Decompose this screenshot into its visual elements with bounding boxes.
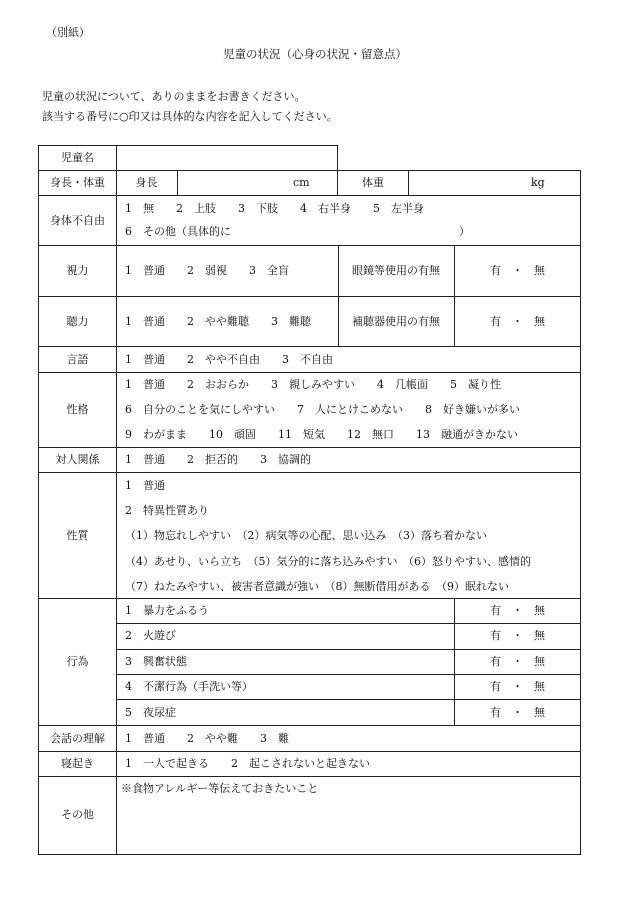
height-field[interactable] [178,171,337,195]
hearing-aid-label: 補聴器使用の有無 [352,315,440,328]
disability-other-close: ） [459,225,470,238]
personality-options-1[interactable]: 1 普通 2 おおらか 3 親しみやすい 4 几帳面 5 凝り性 [125,378,501,391]
grid-line [38,447,581,448]
behavior-item: 4 不潔行為（手洗い等） [125,680,253,693]
personality-options-2[interactable]: 6 自分のことを気にしやすい 7 人にとけこめない 8 好き嫌いが多い [125,403,520,416]
behavior-yesno[interactable]: 有 ・ 無 [490,706,545,719]
nature-sub-options-1[interactable]: （1）物忘れしやすい （2）病気等の心配、思い込み （3）落ち着かない [125,529,487,542]
disability-options[interactable]: 1 無 2 上肢 3 下肢 4 右半身 5 左半身 [125,202,424,215]
grid-line [116,674,581,675]
conversation-options[interactable]: 1 普通 2 やや難 3 難 [125,732,289,745]
grid-line [38,372,581,373]
grid-line [38,145,39,855]
nature-sub-options-2[interactable]: （4）あせり、いら立ち （5）気分的に落ち込みやすい （6）怒りやすい、感情的 [125,555,531,568]
behavior-item: 5 夜尿症 [125,706,176,719]
behavior-label: 行為 [66,655,89,668]
grid-line [38,776,581,777]
grid-line [38,854,581,855]
nature-option-special[interactable]: 2 特異性質あり [125,504,209,517]
grid-line [38,245,581,246]
grid-line [338,245,339,346]
grid-line [580,170,581,855]
other-note: ※食物アレルギー等伝えておきたいこと [121,782,319,795]
weight-label: 体重 [362,176,384,189]
vision-label: 視力 [66,264,89,277]
hearing-aid-yesno[interactable]: 有 ・ 無 [490,315,545,328]
grid-line [116,623,581,624]
weight-unit: kg [531,176,545,189]
other-label: その他 [61,808,94,821]
grid-line [38,598,581,599]
personality-label: 性格 [66,403,89,416]
disability-other-option[interactable]: 6 その他（具体的に [125,225,231,238]
personality-options-3[interactable]: 9 わがまま 10 頑固 11 短気 12 無口 13 融通がきかない [125,428,518,441]
behavior-yesno[interactable]: 有 ・ 無 [490,680,545,693]
grid-line [38,725,581,726]
weight-field[interactable] [409,171,580,195]
grid-line [116,145,117,855]
grid-line [38,195,581,196]
name-label: 児童名 [61,151,94,164]
grid-line [38,296,581,297]
hearing-label: 聴力 [66,315,89,328]
grid-line [38,346,581,347]
other-field[interactable] [117,798,579,853]
body-size-label: 身長・体重 [50,176,105,189]
relations-label: 対人関係 [55,453,100,466]
grid-line [116,699,581,700]
height-unit: cm [293,176,310,189]
relations-options[interactable]: 1 普通 2 拒否的 3 協調的 [125,453,311,466]
document-title: 児童の状況（心身の状況・留意点） [223,47,407,61]
behavior-yesno[interactable]: 有 ・ 無 [490,629,545,642]
behavior-item: 1 暴力をふるう [125,604,209,617]
wakeup-label: 寝起き [61,757,94,770]
behavior-yesno[interactable]: 有 ・ 無 [490,604,545,617]
speech-label: 言語 [66,353,89,366]
instruction-line-1: 児童の状況について、ありのままをお書きください。 [42,90,306,103]
speech-options[interactable]: 1 普通 2 やや不自由 3 不自由 [125,353,333,366]
nature-sub-options-3[interactable]: （7）ねたみやすい、被害者意識が強い （8）無断借用がある （9）眠れない [125,580,509,593]
appendix-label: （別紙） [46,26,90,39]
behavior-yesno[interactable]: 有 ・ 無 [490,655,545,668]
behavior-item: 3 興奮状態 [125,655,187,668]
disability-label: 身体不自由 [50,214,105,227]
instruction-line-2: 該当する番号に○印又は具体的な内容を記入してください。 [42,110,338,123]
nature-label: 性質 [66,529,89,542]
grid-line [38,751,581,752]
name-field[interactable] [117,146,337,170]
wakeup-options[interactable]: 1 一人で起きる 2 起こされないと起きない [125,757,370,770]
vision-options[interactable]: 1 普通 2 弱視 3 全盲 [125,264,289,277]
behavior-item: 2 火遊び [125,629,176,642]
grid-line [38,472,581,473]
grid-line [454,245,455,346]
glasses-yesno[interactable]: 有 ・ 無 [490,264,545,277]
hearing-options[interactable]: 1 普通 2 やや難聴 3 難聴 [125,315,311,328]
glasses-label: 眼鏡等使用の有無 [352,264,440,277]
nature-option-normal[interactable]: 1 普通 [125,479,165,492]
height-label: 身長 [135,176,158,189]
grid-line [116,649,581,650]
conversation-label: 会話の理解 [50,732,105,745]
